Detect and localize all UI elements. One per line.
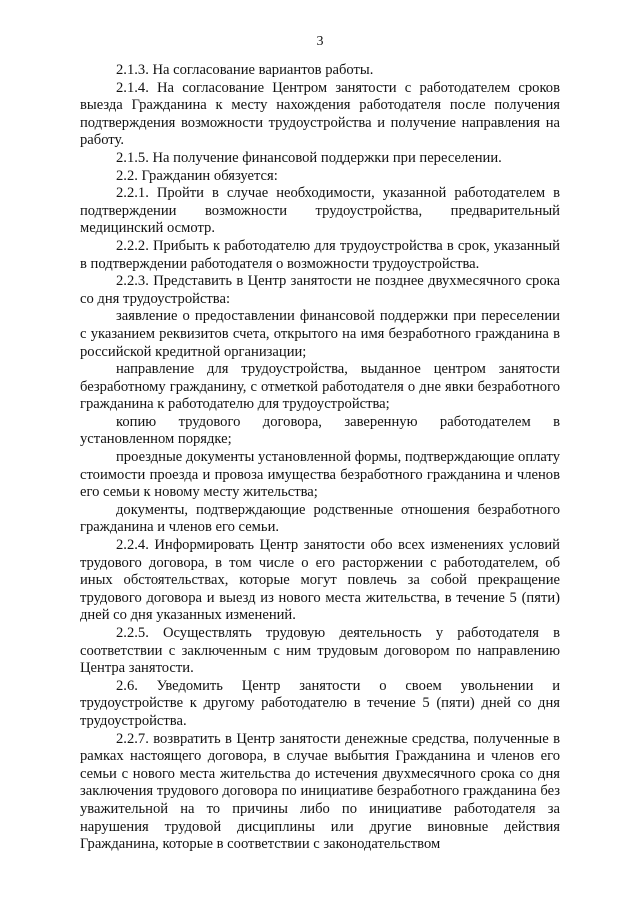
list-item-kinship-documents: документы, подтверждающие родственные отношения безработного гражданина и членов его семьи.: [80, 501, 560, 536]
list-item-referral: направление для трудоустройства, выданное центром занятости безработному гражданину, с отметкой работодателя о дне явки безработного гражданина к работодателю для трудоустройства;: [80, 361, 560, 413]
paragraph-2-2-4: 2.2.4. Информировать Центр занятости обо всех изменениях условий трудового договора, в том числе о его расторжении с работодателем, об иных обстоятельствах, которые могут повлечь за собой прекращение трудового договора и выезд из нового места жительства, в течение 5 (пяти) дней со дня указанных изменений.: [80, 537, 560, 624]
list-item-travel-documents: проездные документы установленной формы, подтверждающие оплату стоимости проезда и провоза имущества безработного гражданина и членов его семьи к новому месту жительства;: [80, 449, 560, 501]
paragraph-2-2-1: 2.2.1. Пройти в случае необходимости, указанной работодателем в подтверждении возможности трудоустройства, предварительный медицинский осмотр.: [80, 185, 560, 237]
list-item-application: заявление о предоставлении финансовой поддержки при переселении с указанием реквизитов счета, открытого на имя безработного гражданина в российской кредитной организации;: [80, 308, 560, 360]
paragraph-2-2-5: 2.2.5. Осуществлять трудовую деятельность у работодателя в соответствии с заключенным с ним трудовым договором по направлению Центра занятости.: [80, 625, 560, 677]
page-number: 3: [316, 34, 324, 49]
paragraph-2-1-4: 2.1.4. На согласование Центром занятости с работодателем сроков выезда Гражданина к месту нахождения работодателя после получения подтверждения возможности трудоустройства и получение направления на работу.: [80, 79, 560, 149]
paragraph-2-1-5: 2.1.5. На получение финансовой поддержки при переселении.: [116, 149, 502, 166]
paragraph-2-2-2: 2.2.2. Прибыть к работодателю для трудоустройства в срок, указанный в подтверждении работодателя о возможности трудоустройства.: [80, 237, 560, 272]
document-body: [80, 62, 560, 854]
paragraph-2-2-7: 2.2.7. возвратить в Центр занятости денежные средства, полученные в рамках настоящего договора, в случае выбытия Гражданина и членов его семьи с нового места жительства до истечения двухмесячного срока со дня заключения трудового договора по инициативе безработного гражданина без уважительной на то причины либо по инициативе работодателя за нарушения трудовой дисциплины или другие виновные действия Гражданина, которые в соответствии с законодательством: [80, 730, 560, 853]
paragraph-2-6: 2.6. Уведомить Центр занятости о своем увольнении и трудоустройстве к другому работодателю в течение 5 (пяти) дней со дня трудоустройства.: [80, 677, 560, 729]
paragraph-2-2-3: 2.2.3. Представить в Центр занятости не позднее двухмесячного срока со дня трудоустройства:: [80, 273, 560, 307]
paragraph-2-1-3: 2.1.3. На согласование вариантов работы.: [116, 62, 374, 78]
list-item-contract-copy: копию трудового договора, заверенную работодателем в установленном порядке;: [80, 413, 560, 448]
paragraph-2-2: 2.2. Гражданин обязуется:: [116, 167, 278, 184]
